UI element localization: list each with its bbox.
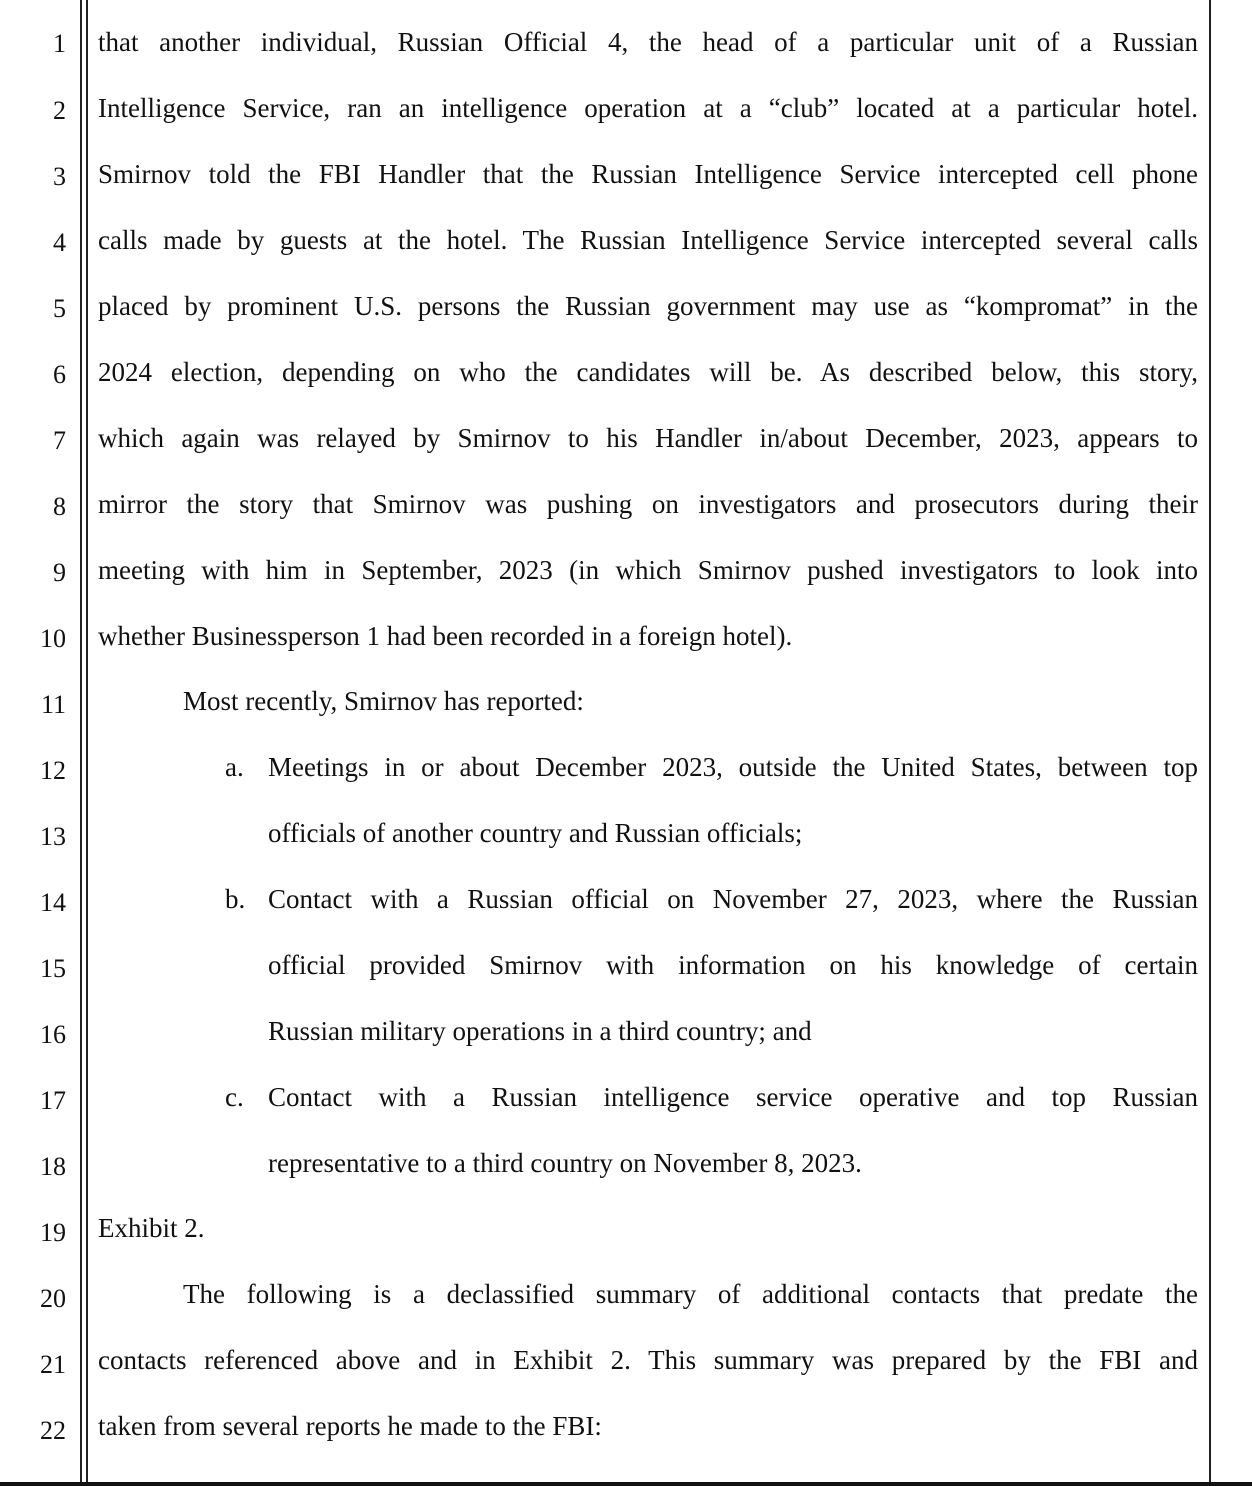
- body-text-line: whether Businessperson 1 had been recorded in a foreign hotel).: [98, 621, 793, 651]
- list-item-b-line: Contact with a Russian official on November 27, 2023, where the Russian: [268, 884, 1198, 914]
- exhibit-reference: Exhibit 2.: [98, 1213, 205, 1243]
- line-number: 8: [53, 492, 66, 521]
- line-number: 21: [40, 1350, 66, 1379]
- line-number: 3: [53, 162, 66, 191]
- line-number: 18: [40, 1152, 66, 1181]
- line-number: 1: [53, 29, 66, 58]
- body-text-line: mirror the story that Smirnov was pushing on investigators and prosecutors during their: [98, 489, 1198, 519]
- body-text-line: The following is a declassified summary of additional contacts that predate the: [183, 1279, 1198, 1309]
- line-number: 14: [40, 888, 66, 917]
- line-number: 5: [53, 294, 66, 323]
- body-text-line: taken from several reports he made to the FBI:: [98, 1411, 602, 1441]
- list-item-c-line: representative to a third country on November 8, 2023.: [268, 1148, 862, 1178]
- line-number: 6: [53, 360, 66, 389]
- list-item-a-line: Meetings in or about December 2023, outside the United States, between top: [268, 752, 1198, 782]
- list-item-b-line: official provided Smirnov with information on his knowledge of certain: [268, 950, 1198, 980]
- left-margin-rule-inner: [86, 0, 88, 1486]
- left-margin-rule: [80, 0, 82, 1486]
- line-number: 20: [40, 1284, 66, 1313]
- body-text-line: which again was relayed by Smirnov to his Handler in/about December, 2023, appears to: [98, 423, 1198, 453]
- line-number: 7: [53, 426, 66, 455]
- line-number: 4: [53, 228, 66, 257]
- right-margin-rule: [1209, 0, 1211, 1486]
- body-text-line: 2024 election, depending on who the candidates will be. As described below, this story,: [98, 357, 1198, 387]
- body-text-line: placed by prominent U.S. persons the Russian government may use as “kompromat” in the: [98, 291, 1198, 321]
- line-number: 12: [40, 756, 66, 785]
- line-number: 13: [40, 822, 66, 851]
- body-text-line: meeting with him in September, 2023 (in which Smirnov pushed investigators to look into: [98, 555, 1198, 585]
- body-text-line: calls made by guests at the hotel. The Russian Intelligence Service intercepted several calls: [98, 225, 1198, 255]
- paragraph-intro: Most recently, Smirnov has reported:: [183, 686, 584, 716]
- list-item-b-line: Russian military operations in a third country; and: [268, 1016, 812, 1046]
- body-text-line: Intelligence Service, ran an intelligence operation at a “club” located at a particular hotel.: [98, 93, 1198, 123]
- line-number: 15: [40, 954, 66, 983]
- line-number: 9: [53, 558, 66, 587]
- line-number: 22: [40, 1416, 66, 1445]
- body-text-line: that another individual, Russian Official 4, the head of a particular unit of a Russian: [98, 27, 1198, 57]
- list-marker-a: a.: [225, 752, 244, 782]
- line-number: 19: [40, 1218, 66, 1247]
- body-text-line: Smirnov told the FBI Handler that the Russian Intelligence Service intercepted cell phone: [98, 159, 1198, 189]
- body-text-line: contacts referenced above and in Exhibit 2. This summary was prepared by the FBI and: [98, 1345, 1198, 1375]
- bottom-border: [0, 1482, 1252, 1486]
- line-number: 11: [40, 690, 66, 719]
- list-marker-c: c.: [225, 1082, 244, 1112]
- list-marker-b: b.: [225, 884, 246, 914]
- list-item-a-line: officials of another country and Russian officials;: [268, 818, 803, 848]
- list-item-c-line: Contact with a Russian intelligence service operative and top Russian: [268, 1082, 1198, 1112]
- line-number: 16: [40, 1020, 66, 1049]
- line-number: 2: [53, 96, 66, 125]
- line-number: 10: [40, 624, 66, 653]
- line-number: 17: [40, 1086, 66, 1115]
